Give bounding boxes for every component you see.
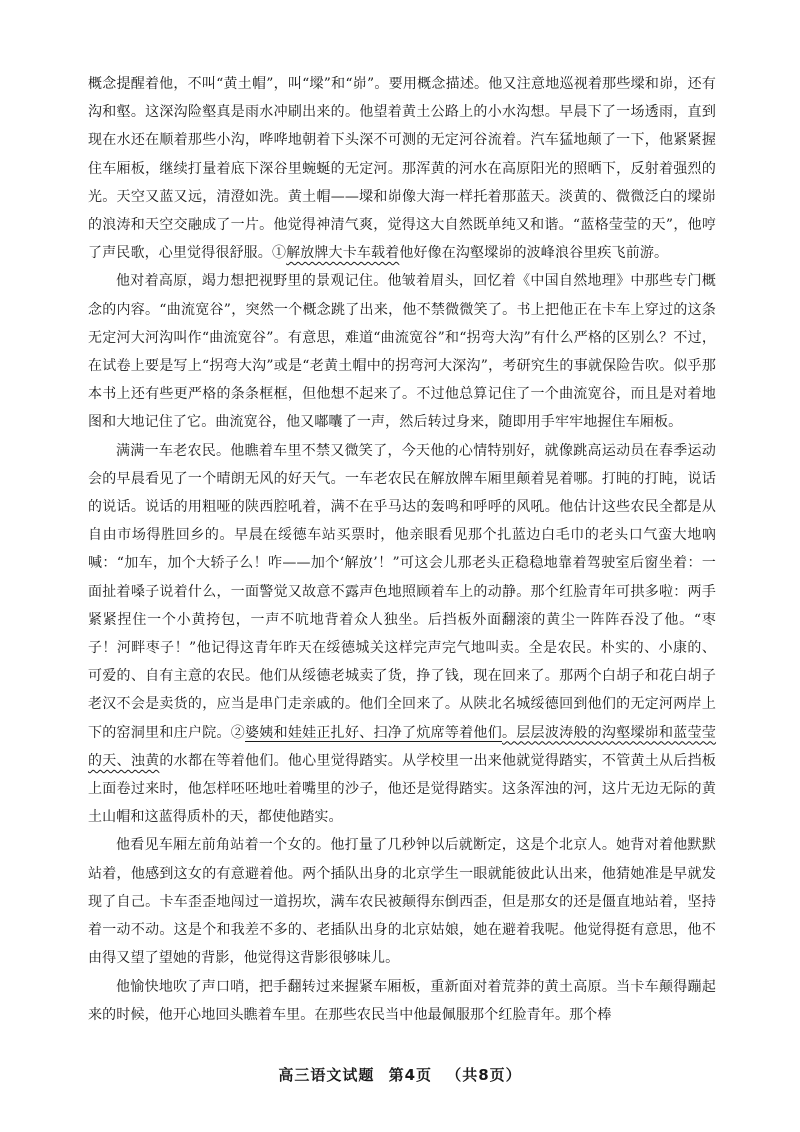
underlined-text: 解放牌大卡车载着	[286, 245, 400, 262]
footer-total-pages: （共8页）	[446, 1066, 522, 1084]
text-run: 他愉快地吹了声口哨，把手翻转过来握紧车厢板，重新面对着荒莽的黄土高原。当卡车颠得蹦起来的时候，他开心地回头瞧着车里。在那些农民当中他最佩服那个红脸青年。那个棒	[88, 978, 716, 1023]
paragraph	[88, 437, 716, 832]
paragraph	[88, 70, 716, 267]
underlined-text: 婆姨和娃娃正扎好、扫净了炕席等着他们	[245, 724, 502, 741]
paragraph	[88, 973, 716, 1029]
paragraph	[88, 267, 716, 436]
page-footer	[0, 1064, 800, 1085]
underlined-text: 。层层波涛般的沟壑墚峁和蓝莹莹的天、浊黄	[88, 724, 717, 769]
text-run: 的水都在等着他们。他心里觉得踏实。从学校里一出来他就觉得踏实，不管黄土从后挡板上面卷过来时，他怎样呸呸地吐着嘴里的沙子，他还是觉得踏实。这条浑浊的河，这片无边无际的黄土山帽和这蓝得质朴的天，都使他踏实。	[88, 752, 717, 826]
footer-page-number: 第4页	[388, 1066, 432, 1084]
paragraph	[88, 831, 716, 972]
text-run: 概念提醒着他，不叫“黄土帽”，叫“墚”和“峁”。要用概念描述。他又注意地巡视着那些墚和峁，还有沟和壑。这深沟险壑真是雨水冲刷出来的。他望着黄土公路上的小水沟想。早晨下了一场透雨，直到现在水还在顺着那些小沟，哗哗地朝着下头深不可测的无定河谷流着。汽车猛地颠了一下，他紧紧握住车厢板，继续打量着底下深谷里蜿蜒的无定河。那浑黄的河水在高原阳光的照晒下，反射着强烈的光。天空又蓝又远，清澄如洗。黄土帽——墚和峁像大海一样托着那蓝天。淡黄的、微微泛白的墚峁的浪涛和天空交融成了一片。他觉得神清气爽，觉得这大自然既单纯又和谐。“蓝格莹莹的天”，他哼了声民歌，心里觉得很舒服。①	[88, 76, 716, 262]
footer-subject: 高三语文试题	[278, 1066, 375, 1084]
text-run: 他好像在沟壑墚峁的波峰浪谷里疾飞前游。	[399, 245, 669, 262]
text-run: 他对着高原，竭力想把视野里的景观记住。他皱着眉头，回忆着《中国自然地理》中那些专门概念的内容。“曲流宽谷”，突然一个概念跳了出来，他不禁微微笑了。书上把他正在卡车上穿过的这条无定河大河沟叫作“曲流宽谷”。有意思，难道“曲流宽谷”和“拐弯大沟”有什么严格的区别么？不过，在试卷上要是写上“拐弯大沟”或是“老黄土帽中的拐弯河大深沟”，考研究生的事就保险告吹。似乎那本书上还有些更严格的条条框框，但他想不起来了。不过他总算记住了一个曲流宽谷，而且是对着地图和大地记住了它。曲流宽谷，他又嘟囔了一声，然后转过身来，随即用手牢牢地握住车厢板。	[88, 273, 716, 431]
document-body	[88, 70, 716, 1029]
text-run: 他看见车厢左前角站着一个女的。他打量了几秒钟以后就断定，这是个北京人。她背对着他默默站着，他感到这女的有意避着他。两个插队出身的北京学生一眼就能彼此认出来，他猜她准是早就发现了自己。卡车歪歪地闯过一道拐坎，满车农民被颠得东倒西歪，但是那女的还是僵直地站着，坚持着一动不动。这是个和我差不多的、老插队出身的北京姑娘，她在避着我呢。他觉得挺有意思，他不由得又望了望她的背影，他觉得这背影很够味儿。	[88, 837, 716, 967]
text-run: 满满一车老农民。他瞧着车里不禁又微笑了，今天他的心情特别好，就像跳高运动员在春季运动会的早晨看见了一个晴朗无风的好天气。一车老农民在解放牌车厢里颠着晃着哪。打盹的打盹，说话的说话。说话的用粗哑的陕西腔吼着，满不在乎马达的轰鸣和呼呼的风吼。他估计这些农民全都是从自由市场得胜回乡的。早晨在绥德车站买票时，他亲眼看见那个扎蓝边白毛巾的老头口气蛮大地吶喊：“加车，加个大轿子么！咋——加个‘解放’！”可这会儿那老头正稳稳地靠着驾驶室后窗坐着：一面扯着嗓子说着什么，一面警觉又故意不露声色地照顾着车上的动静。那个红脸青年可拱多啦：两手紧紧捏住一个小黄挎包，一声不吭地背着众人独坐。后挡板外面翻滚的黄尘一阵阵吞没了他。“枣子！河畔枣子！”他记得这青年昨天在绥德城关这样完声完气地叫卖。全是农民。朴实的、小康的、可爱的、自有主意的农民。他们从绥德老城卖了货，挣了钱，现在回来了。那两个白胡子和花白胡子老汉不会是卖货的，应当是串门走亲戚的。他们全回来了。从陕北名城绥德回到他们的无定河两岸上下的窑洞里和庄户院。②	[88, 442, 716, 741]
